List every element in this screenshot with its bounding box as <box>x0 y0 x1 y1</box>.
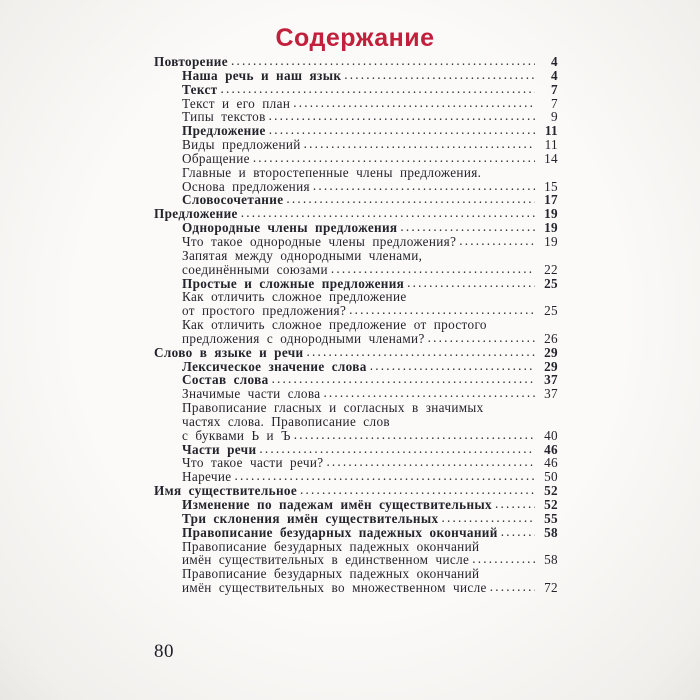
dot-leader <box>300 484 535 498</box>
toc-entry-title: предложения с однородными членами? <box>182 330 425 346</box>
toc-entry-page: 22 <box>544 261 558 277</box>
toc-entry-title: Повторение <box>154 54 228 69</box>
dot-leader <box>407 277 535 291</box>
toc-entry-page: 58 <box>544 524 558 540</box>
toc-entry-page: 4 <box>551 67 558 83</box>
toc-entry-title: Правописание безударных падежных окончаний <box>182 538 480 554</box>
toc-entry-page: 52 <box>544 497 558 512</box>
toc-entry <box>154 456 558 470</box>
toc-entry <box>154 263 558 277</box>
toc-entry-title: Наречие <box>182 469 232 485</box>
dot-leader <box>306 346 535 360</box>
toc-entry <box>154 249 558 263</box>
dot-leader <box>441 512 535 526</box>
toc-entry-page: 37 <box>544 372 558 388</box>
toc-entry <box>154 152 558 166</box>
toc-entry-title: с буквами Ь и Ъ <box>182 427 291 443</box>
toc-entry-page: 4 <box>551 54 558 69</box>
toc-entry-page: 19 <box>544 233 558 249</box>
toc-entry-page: 26 <box>544 330 558 346</box>
toc-entry <box>154 193 558 207</box>
toc-entry <box>154 470 558 484</box>
toc-entry <box>154 235 558 249</box>
toc-entry-title: Как отличить сложное предложение от простого <box>182 317 487 333</box>
toc-entry-title: Три склонения имён существительных <box>182 510 439 526</box>
toc-entry <box>154 124 558 138</box>
dot-leader <box>400 221 535 235</box>
dot-leader <box>344 69 535 83</box>
toc-entry <box>154 166 558 180</box>
toc-entry <box>154 332 558 346</box>
toc-entry <box>154 429 558 443</box>
toc-entry <box>154 387 558 401</box>
toc-entry <box>154 567 558 581</box>
toc-entry-title: Правописание гласных и согласных в значимых <box>182 400 484 416</box>
toc-entry-title: Правописание безударных падежных окончаний <box>182 524 498 540</box>
toc-entry-page: 19 <box>544 220 558 236</box>
toc-entry-title: частях слова. Правописание слов <box>182 413 390 429</box>
dot-leader <box>326 456 535 470</box>
toc-entry <box>154 360 558 374</box>
toc-entry-page: 15 <box>544 178 558 194</box>
toc-entry-page: 11 <box>544 123 558 139</box>
toc-entry-title: имён существительных во множественном числе <box>182 580 487 596</box>
dot-leader <box>472 553 535 567</box>
dot-leader <box>313 180 535 194</box>
toc-entry <box>154 277 558 291</box>
dot-leader <box>269 110 535 124</box>
toc-entry-title: Текст и его план <box>182 95 291 111</box>
toc-entry <box>154 373 558 387</box>
toc-entry <box>154 180 558 194</box>
toc-entry-page: 37 <box>544 386 558 402</box>
toc-entry-title: Словосочетание <box>182 192 284 208</box>
dot-leader <box>272 373 535 387</box>
dot-leader <box>323 387 535 401</box>
toc-entry <box>154 55 558 69</box>
toc-entry-page: 50 <box>544 469 558 485</box>
toc-entry-title: Однородные члены предложения <box>182 220 398 236</box>
toc-entry <box>154 304 558 318</box>
toc-entry-title: имён существительных в единственном числе <box>182 552 470 568</box>
dot-leader <box>501 526 535 540</box>
toc-entry <box>154 97 558 111</box>
dot-leader <box>231 55 535 69</box>
toc-entry <box>154 443 558 457</box>
toc-entry-page: 46 <box>544 441 558 457</box>
toc-entry-title: Простые и сложные предложения <box>182 275 405 291</box>
toc-entry-title: соединёнными союзами <box>182 261 328 277</box>
toc-entry-page: 9 <box>551 109 558 125</box>
toc-entry-title: Обращение <box>182 150 250 166</box>
toc-entry <box>154 401 558 415</box>
toc-entry-page: 29 <box>544 344 558 360</box>
toc-entry <box>154 415 558 429</box>
toc-entry <box>154 512 558 526</box>
toc-entry <box>154 346 558 360</box>
dot-leader <box>428 332 535 346</box>
toc-entry-title: Значимые части слова <box>182 386 321 402</box>
toc-entry-page: 58 <box>544 552 558 568</box>
dot-leader <box>495 498 535 512</box>
toc-entry <box>154 290 558 304</box>
page-number: 80 <box>154 641 174 662</box>
toc-entry <box>154 498 558 512</box>
toc-entry-page: 7 <box>551 81 558 97</box>
toc-entry-title: Запятая между однородными членами, <box>182 247 423 263</box>
toc-entry-page: 25 <box>544 303 558 319</box>
dot-leader <box>349 304 535 318</box>
toc-entry-title: Предложение <box>182 123 266 139</box>
toc-entry-title: Имя существительное <box>154 483 298 499</box>
toc-entry <box>154 110 558 124</box>
dot-leader <box>286 193 535 207</box>
toc-entry <box>154 540 558 554</box>
dot-leader <box>294 429 535 443</box>
toc-entry <box>154 69 558 83</box>
dot-leader <box>221 83 536 97</box>
toc-entry-title: Слово в языке и речи <box>154 344 304 360</box>
dot-leader <box>269 124 535 138</box>
toc-entry <box>154 83 558 97</box>
toc-entry <box>154 526 558 540</box>
toc-entry-title: Виды предложений <box>182 137 301 153</box>
dot-leader <box>293 97 535 111</box>
toc-entry-title: Части речи <box>182 441 257 457</box>
toc-entry-title: Текст <box>182 81 218 97</box>
toc-entry-page: 55 <box>544 510 558 526</box>
toc-entry-page: 72 <box>544 580 558 596</box>
toc-entry-title: Предложение <box>154 206 238 222</box>
toc-entry-title: Типы текстов <box>182 109 266 125</box>
toc-list <box>154 55 558 595</box>
toc-entry-title: Главные и второстепенные члены предложения. <box>182 164 482 180</box>
toc-entry <box>154 581 558 595</box>
toc-entry-title: Что такое части речи? <box>182 455 324 471</box>
toc-entry-page: 46 <box>544 455 558 471</box>
dot-leader <box>459 235 535 249</box>
toc-entry <box>154 484 558 498</box>
dot-leader <box>241 207 535 221</box>
toc-entry-page: 7 <box>551 95 558 111</box>
toc-entry <box>154 318 558 332</box>
toc-entry-page: 29 <box>544 358 558 374</box>
toc-entry-title: от простого предложения? <box>182 303 347 319</box>
toc-entry <box>154 553 558 567</box>
toc-entry-page: 40 <box>544 427 558 443</box>
toc-entry-page: 52 <box>544 483 558 499</box>
toc-entry-title: Лексическое значение слова <box>182 358 367 374</box>
toc-entry <box>154 207 558 221</box>
dot-leader <box>259 443 535 457</box>
toc-entry-title: Что такое однородные члены предложения? <box>182 233 457 249</box>
dot-leader <box>235 470 536 484</box>
toc-entry <box>154 138 558 152</box>
toc-entry-page: 17 <box>544 192 558 208</box>
dot-leader <box>331 263 535 277</box>
dot-leader <box>490 581 535 595</box>
toc-entry-page: 14 <box>544 150 558 166</box>
page-title: Содержание <box>275 24 435 52</box>
toc-entry-page: 11 <box>544 137 558 153</box>
toc-entry-title: Основа предложения <box>182 178 310 194</box>
toc-entry-title: Правописание безударных падежных окончаний <box>182 566 480 582</box>
toc-entry-title: Наша речь и наш язык <box>182 67 342 83</box>
toc-entry-title: Состав слова <box>182 372 269 388</box>
toc-entry-page: 25 <box>544 275 558 291</box>
toc-entry-title: Как отличить сложное предложение <box>182 289 407 305</box>
toc-entry <box>154 221 558 235</box>
dot-leader <box>253 152 535 166</box>
dot-leader <box>304 138 535 152</box>
toc-entry-page: 19 <box>544 206 558 222</box>
dot-leader <box>370 360 535 374</box>
toc-entry-title: Изменение по падежам имён существительных <box>182 497 492 512</box>
